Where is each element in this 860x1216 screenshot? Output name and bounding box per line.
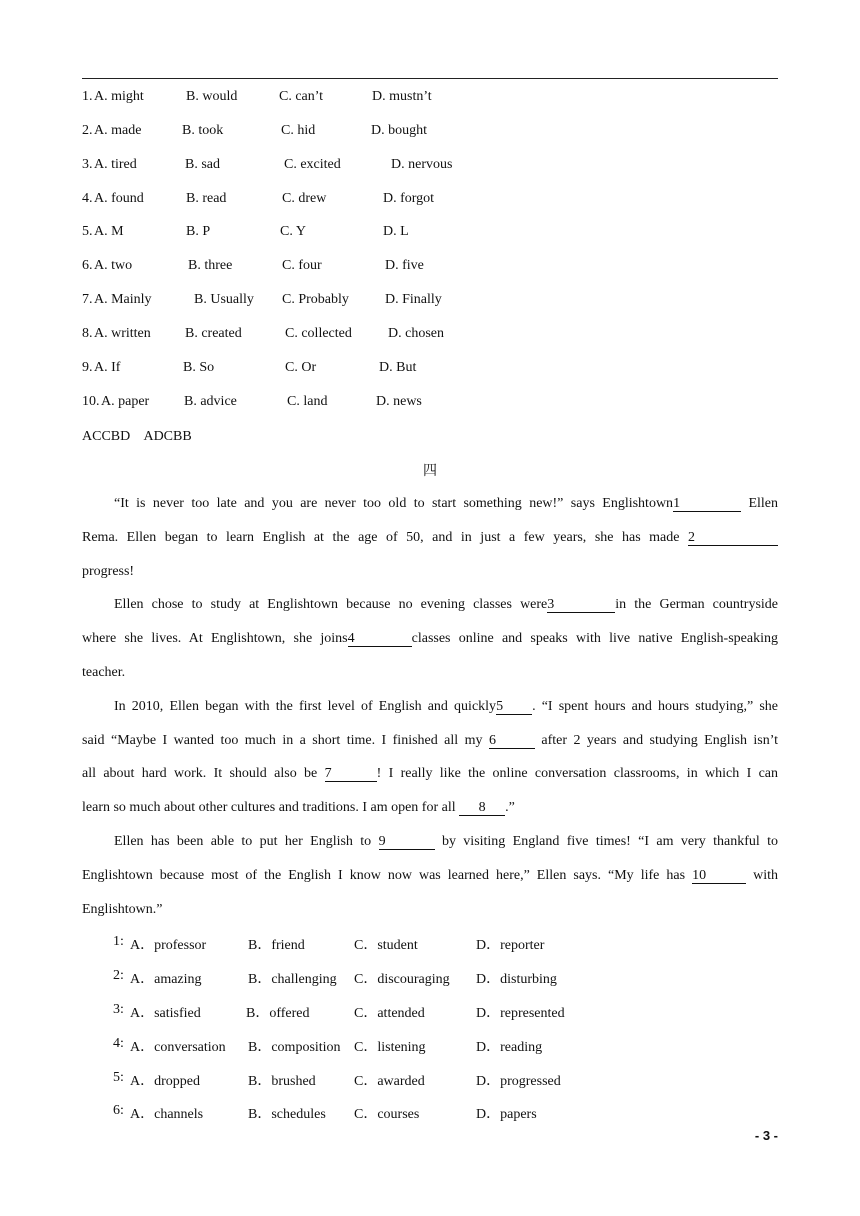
blank-5: 5 [496, 699, 532, 715]
question-row [0, 89, 860, 107]
question-number: 4: [113, 1036, 124, 1051]
passage-text: where she lives. At Englishtown, she joins [82, 631, 348, 646]
question-row [0, 394, 860, 412]
passage-line: progress! [82, 564, 135, 579]
option-c: C. Probably [282, 292, 349, 307]
page-number: - 3 - [754, 1128, 778, 1143]
question-number: 6. [82, 258, 93, 273]
question-number: 8. [82, 326, 93, 341]
option-d: D．progressed [476, 1074, 561, 1089]
question-number: 9. [82, 360, 93, 375]
blank-6: 6 [489, 733, 535, 749]
question-row [0, 157, 860, 175]
question-number: 5. [82, 224, 93, 239]
blank-4: 4 [348, 631, 412, 647]
question-row [0, 123, 860, 141]
question-row [0, 360, 860, 378]
option-b: B. took [182, 123, 224, 138]
passage-text: Ellen chose to study at Englishtown because no evening classes were [114, 597, 548, 612]
passage-text: with [753, 868, 778, 883]
option-b: B. read [186, 191, 227, 206]
question-number: 2. [82, 123, 93, 138]
passage-text: Ellen [748, 496, 778, 511]
question-row [0, 1103, 860, 1121]
option-b: B．brushed [248, 1074, 316, 1089]
passage-line [82, 799, 778, 817]
passage-text: said “Maybe I wanted too much in a short time. I finished all my [82, 733, 483, 748]
option-c: C. collected [285, 326, 352, 341]
option-a: A. If [94, 360, 121, 375]
option-d: D．represented [476, 1006, 565, 1021]
option-a: A．conversation [130, 1040, 226, 1055]
question-row [0, 224, 860, 242]
option-c: C. excited [284, 157, 341, 172]
option-b: B．friend [248, 938, 305, 953]
question-row [0, 968, 860, 986]
option-b: B. three [188, 258, 233, 273]
option-d: D. mustn’t [372, 89, 432, 104]
option-d: D．disturbing [476, 972, 557, 987]
option-c: C. hid [281, 123, 316, 138]
passage-text: Rema. Ellen began to learn English at the age of 50, and in just a few years, she has made [82, 530, 680, 545]
question-number: 1: [113, 934, 124, 949]
passage-text: In 2010, Ellen began with the first level of English and quickly [114, 699, 497, 714]
option-a: A．channels [130, 1107, 204, 1122]
option-b: B. So [183, 360, 215, 375]
question-row [0, 191, 860, 209]
option-c: C．awarded [354, 1074, 425, 1089]
option-c: C. Y [280, 224, 306, 239]
option-d: D. five [385, 258, 424, 273]
question-row [0, 934, 860, 952]
question-row [0, 1070, 860, 1088]
blank-7: 7 [325, 766, 377, 782]
option-a: A. tired [94, 157, 137, 172]
option-b: B．schedules [248, 1107, 326, 1122]
option-a: A. written [94, 326, 151, 341]
blank-3: 3 [547, 597, 615, 613]
option-c: C．discouraging [354, 972, 450, 987]
passage-line [82, 732, 778, 750]
option-b: B. advice [184, 394, 237, 409]
option-a: A. might [94, 89, 144, 104]
header-rule [82, 78, 778, 79]
option-a: A. paper [101, 394, 150, 409]
option-c: C. land [287, 394, 328, 409]
passage-text: ! I really like the online conversation classrooms, in which I can [376, 766, 778, 781]
question-row [0, 292, 860, 310]
answer-key: ACCBD ADCBB [82, 429, 192, 444]
option-c: C．attended [354, 1006, 425, 1021]
option-b: B. P [186, 224, 211, 239]
option-a: A．dropped [130, 1074, 200, 1089]
option-c: C. drew [282, 191, 327, 206]
option-a: A．amazing [130, 972, 202, 987]
question-number: 4. [82, 191, 93, 206]
question-number: 2: [113, 968, 124, 983]
option-a: A．professor [130, 938, 207, 953]
option-d: D. news [376, 394, 422, 409]
passage-text: “It is never too late and you are never too old to start something new!” says Englishtown [114, 496, 674, 511]
blank-10: 10 [692, 868, 746, 884]
question-number: 7. [82, 292, 93, 307]
passage-line [82, 867, 778, 885]
option-a: A. Mainly [94, 292, 152, 307]
blank-1: 1 [673, 496, 741, 512]
option-c: C. Or [285, 360, 317, 375]
passage-text: .” [505, 800, 515, 815]
option-a: A．satisfied [130, 1006, 201, 1021]
option-d: D. L [383, 224, 409, 239]
passage-text: in the German countryside [615, 597, 778, 612]
passage-line: teacher. [82, 665, 126, 680]
option-c: C. four [282, 258, 322, 273]
question-number: 1. [82, 89, 93, 104]
blank-9: 9 [379, 834, 435, 850]
option-b: B．composition [248, 1040, 341, 1055]
option-c: C．listening [354, 1040, 426, 1055]
passage-line [114, 833, 778, 851]
option-c: C．courses [354, 1107, 420, 1122]
question-row [0, 326, 860, 344]
passage-text: after 2 years and studying English isn’t [541, 733, 779, 748]
passage-text: Ellen has been able to put her English to [114, 834, 372, 849]
question-number: 10. [82, 394, 100, 409]
option-d: D．reporter [476, 938, 545, 953]
section-heading: 四 [423, 463, 437, 479]
passage-text: by visiting England five times! “I am very thankful to [441, 834, 779, 849]
option-c: C．student [354, 938, 418, 953]
passage-text: Englishtown because most of the English I know now was learned here,” Ellen says. “My life has [82, 868, 686, 883]
passage-text: classes online and speaks with live native English-speaking [411, 631, 778, 646]
option-d: D．papers [476, 1107, 537, 1122]
option-b: B. sad [185, 157, 220, 172]
question-row [0, 1002, 860, 1020]
option-a: A. found [94, 191, 144, 206]
passage-line [82, 630, 778, 648]
option-c: C. can’t [279, 89, 324, 104]
option-d: D. nervous [391, 157, 453, 172]
option-d: D. Finally [385, 292, 442, 307]
passage-text: all about hard work. It should also be [82, 766, 318, 781]
passage-line [82, 529, 778, 547]
question-number: 6: [113, 1103, 124, 1118]
option-d: D. forgot [383, 191, 435, 206]
option-b: B. would [186, 89, 238, 104]
option-b: B．offered [246, 1006, 310, 1021]
question-number: 5: [113, 1070, 124, 1085]
blank-8: 8 [459, 800, 505, 816]
option-d: D. bought [371, 123, 427, 138]
option-b: B. Usually [194, 292, 254, 307]
passage-line: Englishtown.” [82, 902, 163, 917]
option-a: A. M [94, 224, 124, 239]
option-d: D．reading [476, 1040, 543, 1055]
question-row [0, 258, 860, 276]
passage-line [82, 765, 778, 783]
option-b: B．challenging [248, 972, 337, 987]
passage-text: . “I spent hours and hours studying,” she [532, 699, 778, 714]
question-number: 3: [113, 1002, 124, 1017]
passage-line [114, 596, 778, 614]
passage-line [114, 495, 778, 513]
option-d: D. chosen [388, 326, 444, 341]
blank-2: 2 [688, 530, 778, 546]
option-a: A. two [94, 258, 133, 273]
question-row [0, 1036, 860, 1054]
passage-line [114, 698, 778, 716]
option-a: A. made [94, 123, 142, 138]
option-d: D. But [379, 360, 417, 375]
question-number: 3. [82, 157, 93, 172]
passage-text: learn so much about other cultures and traditions. I am open for all [82, 800, 456, 815]
option-b: B. created [185, 326, 242, 341]
